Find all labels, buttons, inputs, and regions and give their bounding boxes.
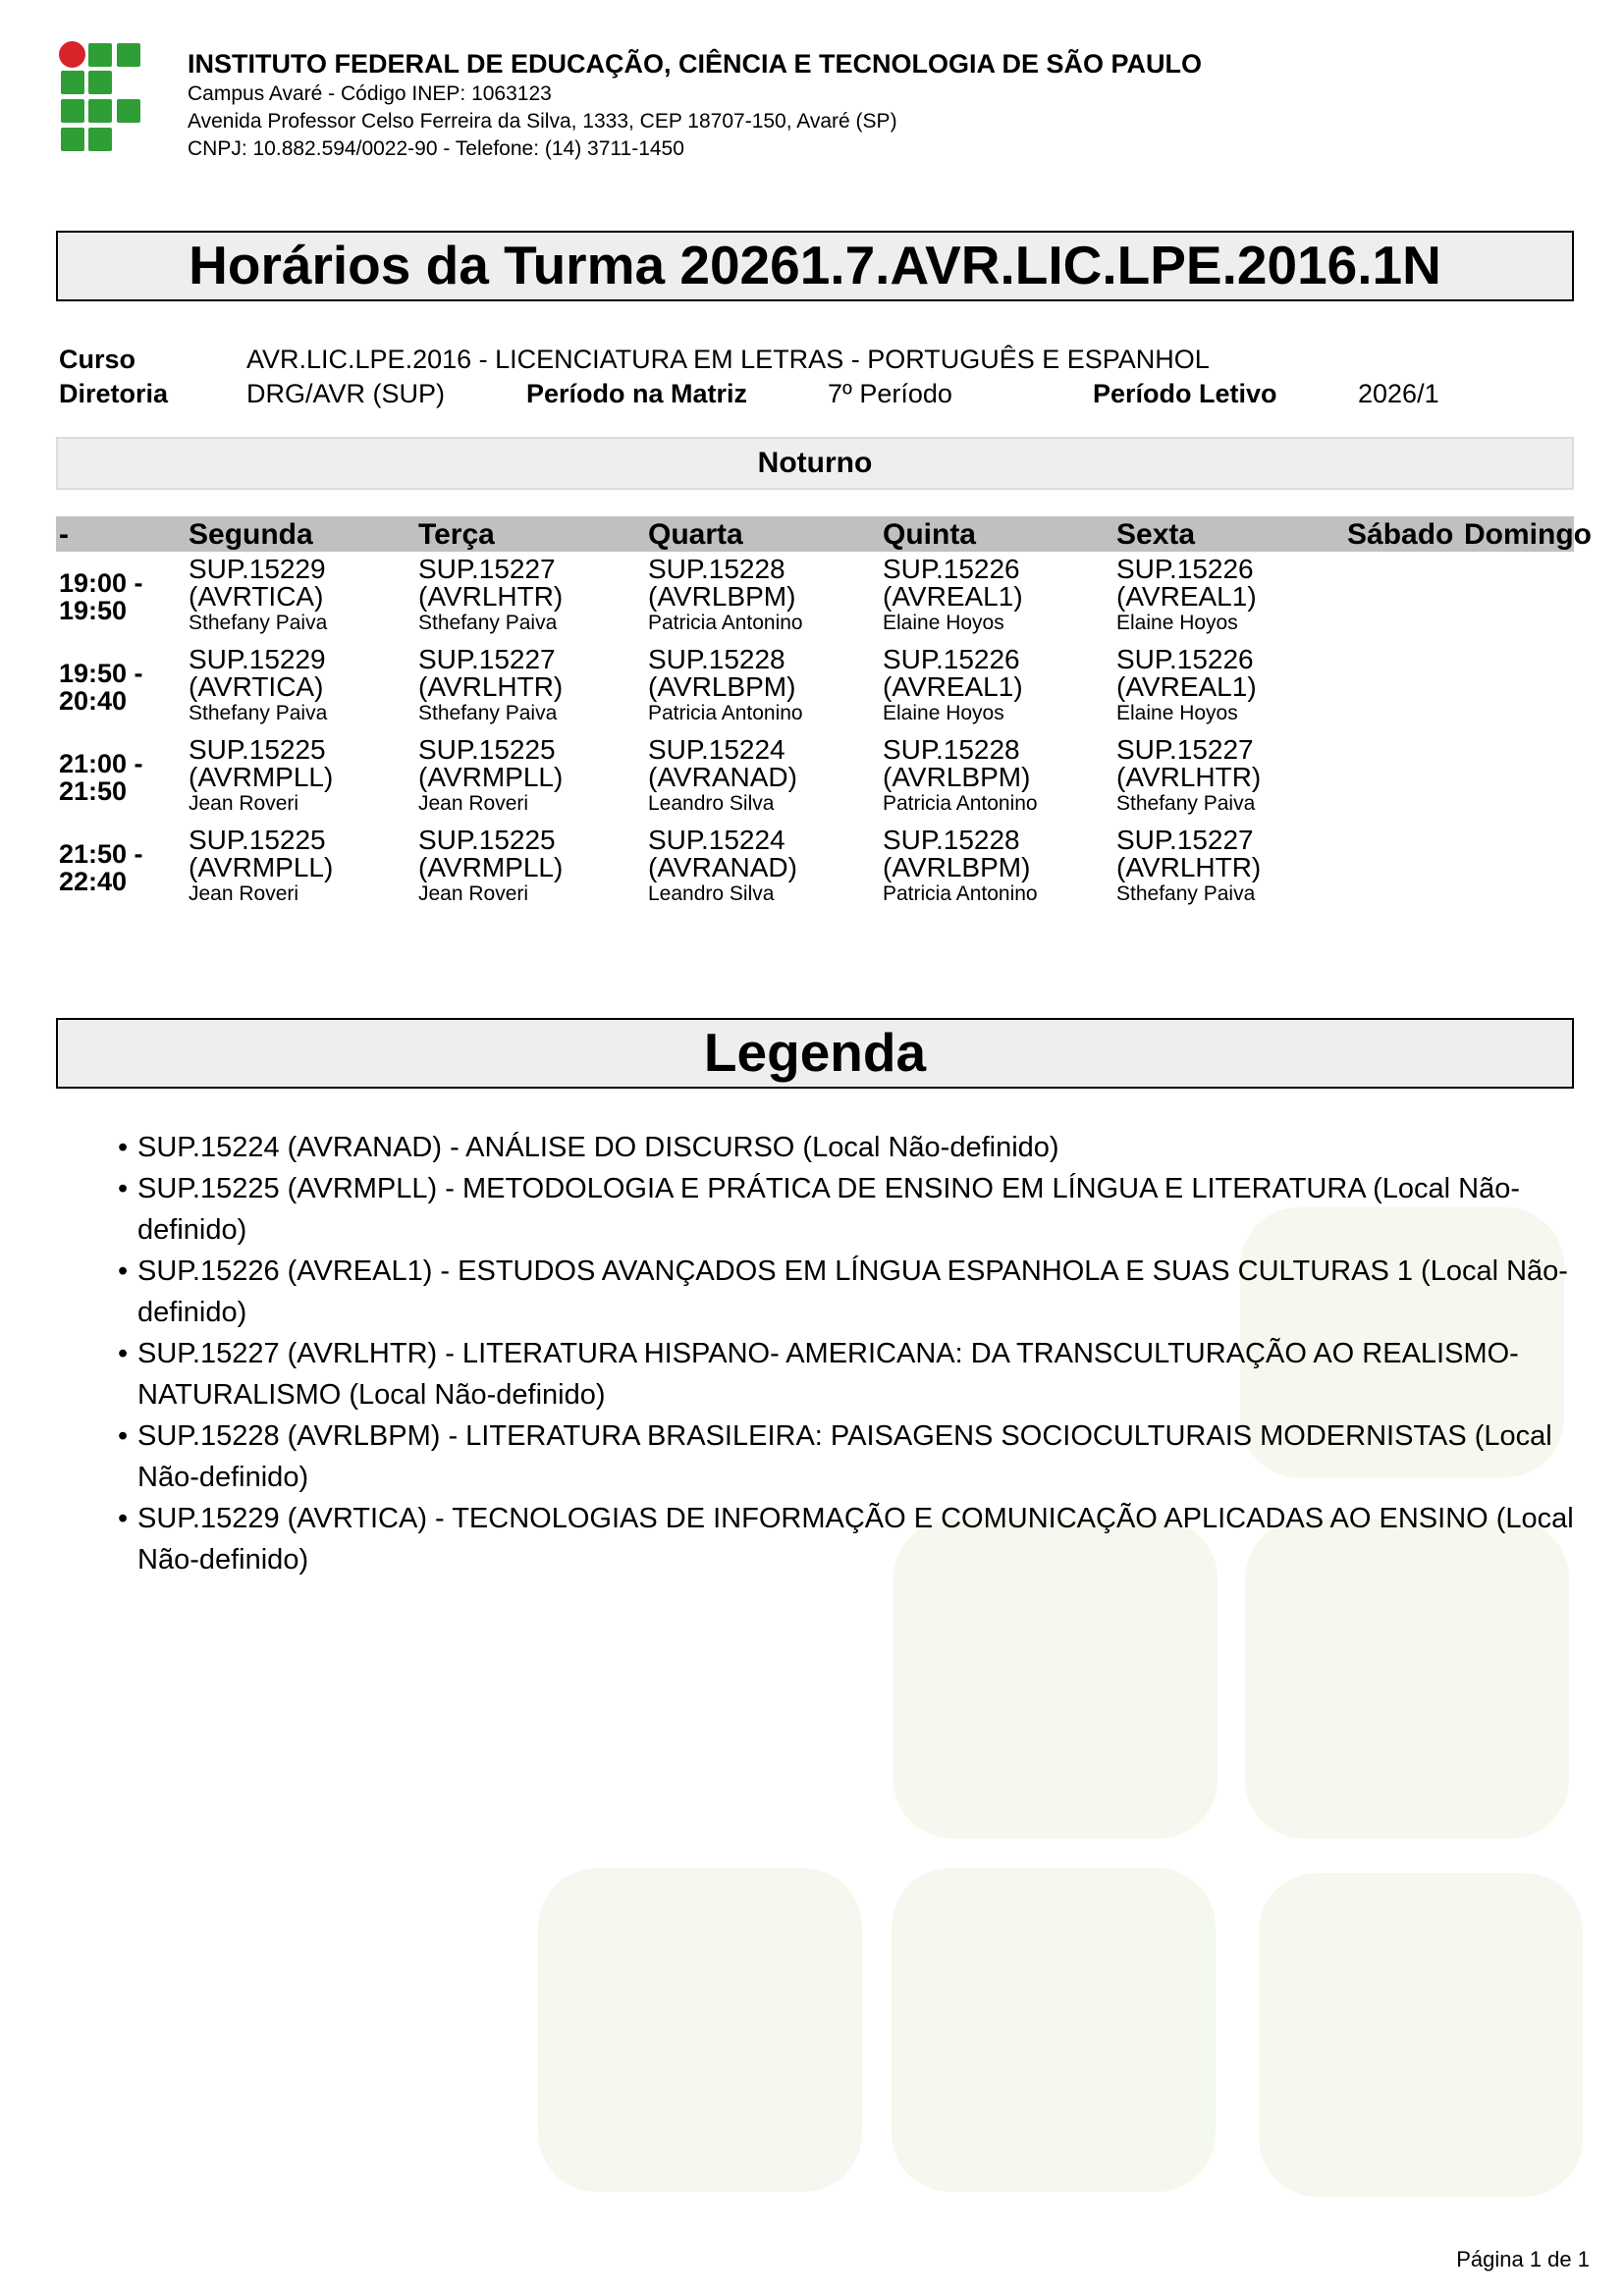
- schedule-cell: SUP.15227 (AVRLHTR) Sthefany Paiva: [418, 554, 564, 634]
- legend-item: • SUP.15224 (AVRANAD) - ANÁLISE DO DISCURSO (Local Não-definido): [118, 1127, 1591, 1168]
- legend-item: • SUP.15229 (AVRTICA) - TECNOLOGIAS DE INFORMAÇÃO E COMUNICAÇÃO APLICADAS AO ENSINO (Local Não-definido): [118, 1498, 1591, 1580]
- legend-list: [118, 1127, 1591, 1580]
- time-slot: 19:00 - 19:50: [59, 568, 143, 625]
- schedule-cell: SUP.15225 (AVRMPLL) Jean Roveri: [189, 734, 334, 815]
- schedule-cell: SUP.15229 (AVRTICA) Sthefany Paiva: [189, 644, 328, 724]
- schedule-cell: SUP.15224 (AVRANAD) Leandro Silva: [648, 825, 797, 905]
- institution-header: [188, 47, 1202, 163]
- schedule-cell: SUP.15226 (AVREAL1) Elaine Hoyos: [1116, 554, 1257, 634]
- schedule-cell: SUP.15227 (AVRLHTR) Sthefany Paiva: [1116, 825, 1262, 905]
- page-number: Página 1 de 1: [1456, 2247, 1590, 2271]
- schedule-row: [56, 827, 1574, 917]
- page-title: Horários da Turma 20261.7.AVR.LIC.LPE.2016.1N: [56, 231, 1574, 301]
- header-terca: Terça: [418, 518, 495, 551]
- time-slot: 21:00 - 21:50: [59, 749, 143, 806]
- schedule-cell: SUP.15228 (AVRLBPM) Patricia Antonino: [883, 734, 1038, 815]
- schedule-cell: SUP.15225 (AVRMPLL) Jean Roveri: [418, 734, 564, 815]
- header-time: -: [59, 518, 69, 551]
- periodo-letivo-value: 2026/1: [1358, 379, 1439, 408]
- schedule-cell: SUP.15225 (AVRMPLL) Jean Roveri: [189, 825, 334, 905]
- periodo-matriz-value: 7º Período: [828, 379, 952, 408]
- schedule-cell: SUP.15228 (AVRLBPM) Patricia Antonino: [648, 554, 803, 634]
- schedule-cell: SUP.15228 (AVRLBPM) Patricia Antonino: [648, 644, 803, 724]
- header-segunda: Segunda: [189, 518, 313, 551]
- legend-item: • SUP.15228 (AVRLBPM) - LITERATURA BRASILEIRA: PAISAGENS SOCIOCULTURAIS MODERNISTAS (Local Não-definido): [118, 1415, 1591, 1498]
- schedule-cell: SUP.15226 (AVREAL1) Elaine Hoyos: [883, 554, 1023, 634]
- turno-heading: Noturno: [56, 437, 1574, 490]
- address-line: Avenida Professor Celso Ferreira da Silva, 1333, CEP 18707-150, Avaré (SP): [188, 110, 897, 133]
- schedule-row: [56, 736, 1574, 827]
- schedule-cell: SUP.15227 (AVRLHTR) Sthefany Paiva: [418, 644, 564, 724]
- diretoria-value: DRG/AVR (SUP): [246, 379, 446, 408]
- periodo-matriz-label: Período na Matriz: [526, 379, 748, 408]
- header-sexta: Sexta: [1116, 518, 1196, 551]
- cnpj-line: CNPJ: 10.882.594/0022-90 - Telefone: (14) 3711-1450: [188, 137, 684, 160]
- header-domingo: Domingo: [1464, 518, 1592, 551]
- ifsp-logo-icon: [59, 41, 143, 153]
- legend-title: Legenda: [56, 1018, 1574, 1089]
- schedule-cell: SUP.15229 (AVRTICA) Sthefany Paiva: [189, 554, 328, 634]
- campus-line: Campus Avaré - Código INEP: 1063123: [188, 82, 552, 105]
- periodo-letivo-label: Período Letivo: [1093, 379, 1277, 408]
- schedule-cell: SUP.15227 (AVRLHTR) Sthefany Paiva: [1116, 734, 1262, 815]
- header-sabado: Sábado: [1347, 518, 1454, 551]
- header-quinta: Quinta: [883, 518, 976, 551]
- curso-label: Curso: [59, 345, 136, 374]
- curso-value: AVR.LIC.LPE.2016 - LICENCIATURA EM LETRAS - PORTUGUÊS E ESPANHOL: [246, 345, 1210, 374]
- legend-item: • SUP.15225 (AVRMPLL) - METODOLOGIA E PRÁTICA DE ENSINO EM LÍNGUA E LITERATURA (Local Não-definido): [118, 1168, 1591, 1251]
- schedule-row: [56, 646, 1574, 736]
- schedule-cell: SUP.15226 (AVREAL1) Elaine Hoyos: [883, 644, 1023, 724]
- time-slot: 21:50 - 22:40: [59, 839, 143, 896]
- header-quarta: Quarta: [648, 518, 743, 551]
- schedule-cell: SUP.15224 (AVRANAD) Leandro Silva: [648, 734, 797, 815]
- schedule-cell: SUP.15226 (AVREAL1) Elaine Hoyos: [1116, 644, 1257, 724]
- schedule-header-row: [56, 516, 1592, 552]
- institution-name: INSTITUTO FEDERAL DE EDUCAÇÃO, CIÊNCIA E TECNOLOGIA DE SÃO PAULO: [188, 49, 1203, 79]
- legend-item: • SUP.15226 (AVREAL1) - ESTUDOS AVANÇADOS EM LÍNGUA ESPANHOLA E SUAS CULTURAS 1 (Local Não-definido): [118, 1251, 1591, 1333]
- schedule-cell: SUP.15225 (AVRMPLL) Jean Roveri: [418, 825, 564, 905]
- legend-item: • SUP.15227 (AVRLHTR) - LITERATURA HISPANO- AMERICANA: DA TRANSCULTURAÇÃO AO REALISMO-NATURALISMO (Local Não-definido): [118, 1333, 1591, 1415]
- schedule-cell: SUP.15228 (AVRLBPM) Patricia Antonino: [883, 825, 1038, 905]
- time-slot: 19:50 - 20:40: [59, 659, 143, 716]
- diretoria-label: Diretoria: [59, 379, 169, 408]
- schedule-row: [56, 556, 1574, 646]
